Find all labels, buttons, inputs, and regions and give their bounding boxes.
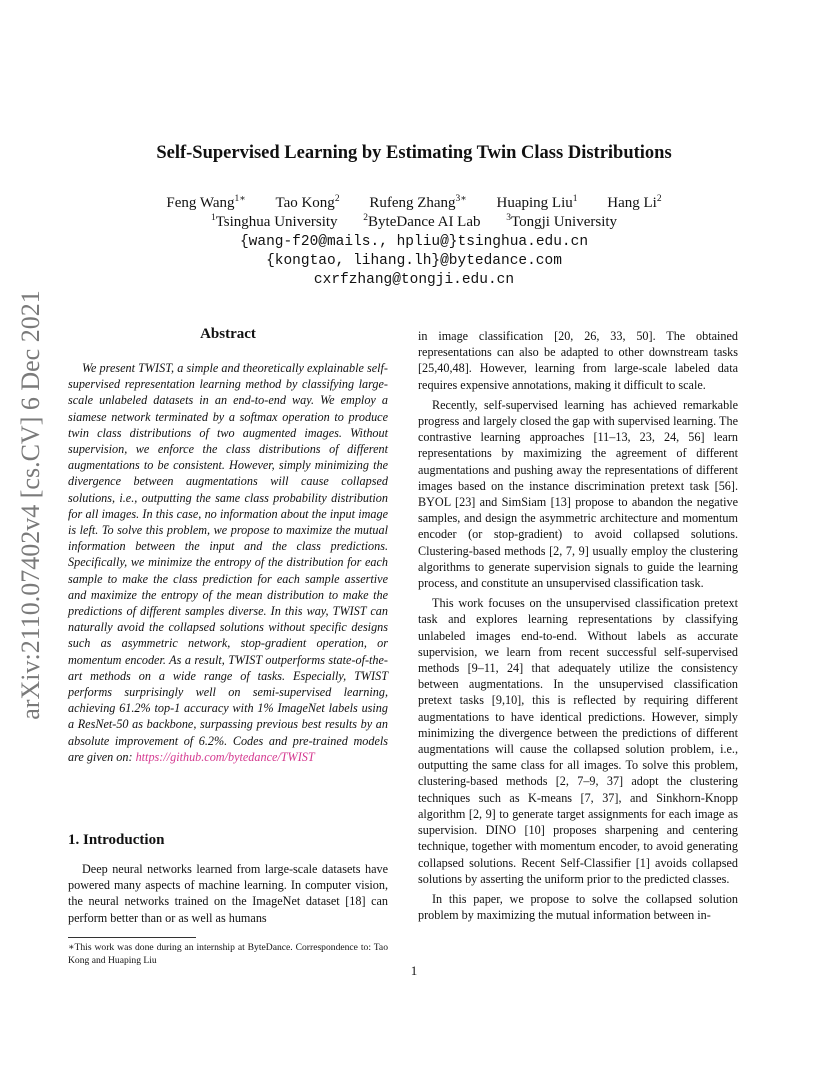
intro-text: Deep neural networks learned from large-scale datasets have powered many aspects of machine learning. In computer vision, the neural networks trained on the ImageNet dataset [18] can perform better than or as well as humans	[68, 862, 388, 925]
footnote: ∗This work was done during an internship at ByteDance. Correspondence to: Tao Kong and Huaping Liu	[68, 942, 388, 966]
author: Rufeng Zhang$^{3∗}$	[369, 194, 467, 211]
footnote-rule	[68, 937, 196, 938]
abstract-heading: Abstract	[200, 326, 256, 342]
paragraph: In this paper, we propose to solve the collapsed solution problem by maximizing the mutual information between in-	[418, 891, 738, 923]
author: Tao Kong$^2$	[275, 194, 340, 211]
code-link[interactable]: https://github.com/bytedance/TWIST	[135, 749, 315, 764]
paragraph: Recently, self-supervised learning has achieved remarkable progress and largely closed the gap with supervised learning. The contrastive learning approaches [11–13, 23, 24, 56] learn representations by maximizing the agreement of different augmentations and pushing away the representations of different images based on the instance discrimination pretext task [56]. BYOL [23] and SimSiam [13] propose to abandon the negative samples, and design the asymmetric architecture and momentum encoder (or stop-gradient) to avoid collapsed solutions. Clustering-based methods [2, 7, 9] usually employ the clustering algorithms to generate supervision signals to guide the learning process, and constitute an unsupervised classification task.	[418, 397, 738, 591]
affiliation: $^3$Tongji University	[506, 213, 618, 230]
arxiv-side-label	[16, 290, 56, 720]
affiliation-list	[0, 214, 828, 231]
email-line: {kongtao, lihang.lh}@bytedance.com	[266, 253, 562, 269]
author-list	[0, 195, 828, 212]
email-line: cxrfzhang@tongji.edu.cn	[313, 272, 515, 288]
abstract-body	[68, 360, 388, 765]
author: Hang Li$^2$	[607, 194, 662, 211]
intro-paragraph	[68, 861, 388, 926]
author: Feng Wang$^{1∗}$	[166, 194, 246, 211]
email-line: {wang-f20@mails., hpliu@}tsinghua.edu.cn	[239, 234, 589, 250]
affiliation: $^1$Tsinghua University	[210, 213, 338, 230]
paragraph: in image classification [20, 26, 33, 50]. The obtained representations can also be adapted to other downstream tasks [25,40,48]. However, learning from large-scale labeled data requires expensive annotations, making it difficult to scale.	[418, 329, 738, 392]
abstract-text: We present TWIST, a simple and theoretically explainable self-supervised representation learning method by classifying large-scale unlabeled datasets in an end-to-end way. We employ a siamese network terminated by a softmax operation to produce twin class distributions of two augmented images. Without supervision, we enforce the class distributions of different augmentations to be consistent. However, simply minimizing the divergence between augmentations will cause collapsed solutions, i.e., outputting the same class probability distribution for all images. In this case, no information about the input image is left. To solve this problem, we propose to maximize the mutual information between the input and the class predictions. Specifically, we minimize the entropy of the distribution for each sample to make the class prediction for each sample assertive and maximize the entropy of the mean distribution to make the predictions of different samples diverse. In this way, TWIST can naturally avoid the collapsed solutions without specific designs such as asymmetric network, stop-gradient operation, or momentum encoder. As a result, TWIST outperforms state-of-the-art methods on a wide range of tasks. Especially, TWIST performs surprisingly well on semi-supervised learning, achieving 61.2% top-1 accuracy with 1% ImageNet labels using a ResNet-50 as backbone, surpassing previous best results by an absolute improvement of 6.2%. Codes and pre-trained models are given on:	[68, 361, 388, 764]
author: Huaping Liu$^1$	[496, 194, 578, 211]
paragraph: This work focuses on the unsupervised classification pretext task and explores learning representations by classifying unlabeled images end-to-end. Without labels as accurate supervision, we learn from recent successful self-supervised methods [9–11, 24] that adequately utilize the consistency between augmentations. In the unsupervised classification pretext tasks [9,10], this is reflected by requiring different augmentations to have identical predictions. However, simply minimizing the divergence between the predictions of different augmentations will cause the collapsed solution problem, i.e., outputting the same class for all images. To solve this problem, clustering-based methods [2, 7–9, 37] adopt the clustering techniques such as K-means [7, 37], and Sinkhorn-Knopp algorithm [2, 9] to generate target assignments for each image as supervision. DINO [10] proposes sharpening and centering technique, together with momentum encoder, to avoid generating collapsed solutions. Recent Self-Classifier [1] avoids collapsed solutions by asserting the uniform prior to the predicted classes.	[418, 596, 738, 886]
affiliation: $^2$ByteDance AI Lab	[363, 213, 481, 230]
arxiv-identifier: arXiv:2110.07402v4 [cs.CV] 6 Dec 2021	[16, 290, 45, 720]
page-number: 1	[410, 963, 418, 978]
section-heading: 1. Introduction	[68, 832, 165, 848]
paper-title: Self-Supervised Learning by Estimating Twin Class Distributions	[156, 143, 672, 163]
right-column	[418, 328, 738, 927]
